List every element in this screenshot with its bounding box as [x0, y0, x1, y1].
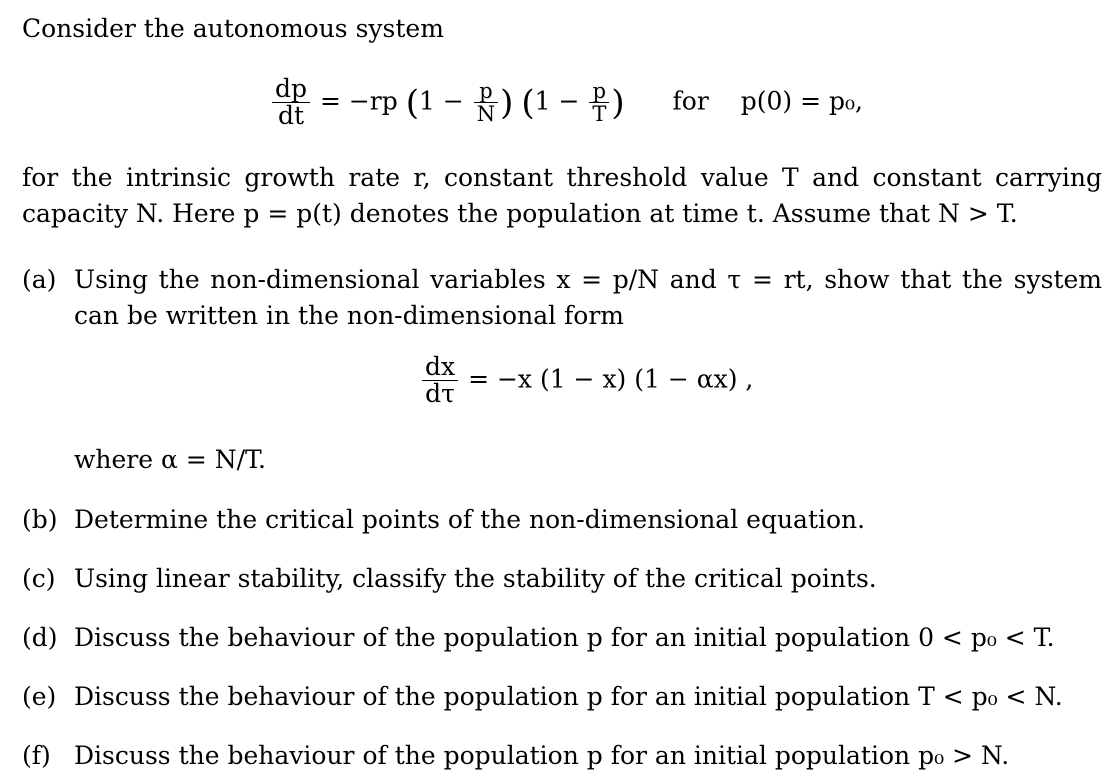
part-label: (c): [22, 564, 56, 593]
part-item: [22, 561, 877, 597]
part-a-where: where α = N/T.: [74, 445, 266, 474]
fraction2-numerator: p: [592, 79, 607, 104]
paren-close: ): [500, 82, 514, 123]
part-a-line-1: Using the non-dimensional variables x = p/N and τ = rt, show that the system: [74, 265, 1102, 294]
part-item: [22, 502, 865, 538]
derivative-numerator: dp: [275, 74, 308, 103]
part-a-line-2: can be written in the non-dimensional form: [74, 301, 624, 330]
part-a-label: (a): [22, 265, 57, 294]
part-label: (b): [22, 505, 58, 534]
part-text: Discuss the behaviour of the population p for an initial population T < p₀ < N.: [74, 682, 1063, 711]
condition-word: for: [672, 86, 709, 116]
intro-text: Consider the autonomous system: [22, 14, 444, 43]
part-text: Using linear stability, classify the stability of the critical points.: [74, 564, 877, 593]
fraction1-denominator: N: [474, 102, 498, 125]
part-label: (e): [22, 682, 57, 711]
nondim-derivative-fraction: [422, 354, 458, 408]
paren-open: (: [521, 82, 535, 123]
description-line-1: for the intrinsic growth rate r, constant threshold value T and constant carrying: [22, 163, 1102, 192]
nondim-denominator: dτ: [422, 380, 458, 407]
nondim-rhs: = −x (1 − x) (1 − αx) ,: [468, 364, 754, 394]
derivative-denominator: dt: [272, 102, 310, 129]
paren-open: (: [405, 82, 419, 123]
description-line-2: capacity N. Here p = p(t) denotes the population at time t. Assume that N > T.: [22, 199, 1018, 228]
part-text: Discuss the behaviour of the population p for an initial population p₀ > N.: [74, 741, 1010, 770]
fraction-p-over-t: [589, 80, 609, 125]
part-item: [22, 679, 1063, 715]
rhs-prefix: = −rp: [319, 86, 398, 116]
paren-close: ): [611, 82, 625, 123]
derivative-fraction: [272, 76, 310, 130]
equation-main: $\frac{dp}{dt}$ = −rp (1 − $\frac{p}{N}$ ) (1 − $\frac{p}{T}$ ) for p(0) = p₀,: [270, 76, 863, 130]
part-text: Determine the critical points of the non-dimensional equation.: [74, 505, 866, 534]
nondim-numerator: dx: [425, 352, 456, 381]
fraction1-numerator: p: [479, 79, 493, 104]
equation-nondimensional: [420, 354, 753, 408]
initial-condition: p(0) = p₀,: [740, 86, 863, 116]
part-item: [22, 738, 1009, 774]
part-item: [22, 620, 1055, 656]
fraction-p-over-n: [474, 80, 498, 125]
part-label: (f): [22, 741, 51, 770]
part-text: Discuss the behaviour of the population p for an initial population 0 < p₀ < T.: [74, 623, 1055, 652]
fraction2-denominator: T: [589, 102, 609, 125]
part-label: (d): [22, 623, 58, 652]
